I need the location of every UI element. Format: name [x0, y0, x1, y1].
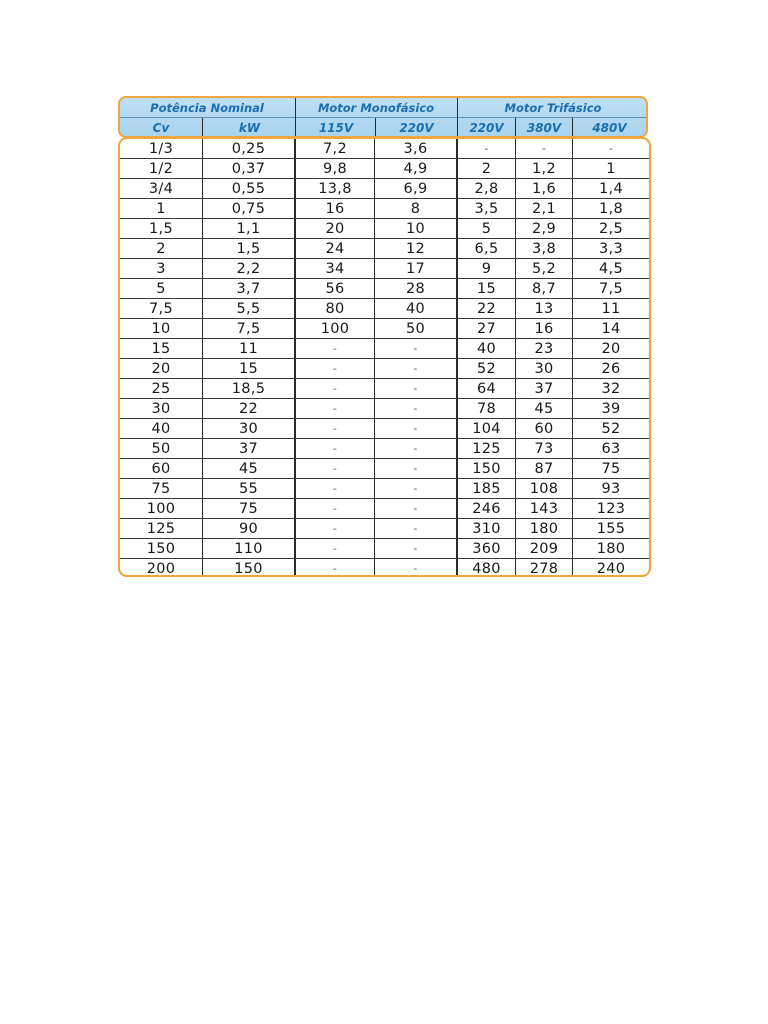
- cell-tri-480v: 52: [601, 420, 621, 437]
- cell-mono-115v: 80: [325, 300, 345, 317]
- cell-tri-380v: 45: [534, 400, 554, 417]
- cell-tri-220v: 64: [476, 380, 497, 397]
- table-row: [120, 259, 649, 279]
- cell-mono-220v: -: [413, 522, 418, 535]
- cell-mono-115v: -: [332, 402, 338, 415]
- cell-kw: 0,37: [231, 160, 266, 177]
- cell-tri-380v: 30: [534, 360, 554, 377]
- group-potencia-nominal: Potência Nominal: [150, 100, 264, 115]
- header-divider: [457, 98, 458, 138]
- cell-mono-115v: 24: [325, 240, 345, 257]
- cell-cv: 20: [151, 360, 171, 377]
- cell-mono-220v: 40: [405, 300, 426, 317]
- cell-tri-480v: 93: [601, 480, 621, 497]
- table-row: [120, 319, 649, 339]
- cell-cv: 1: [156, 200, 166, 217]
- cell-tri-480v: 63: [601, 440, 621, 457]
- cell-tri-480v: 4,5: [599, 260, 623, 277]
- cell-cv: 25: [151, 380, 171, 397]
- cell-mono-220v: -: [413, 402, 418, 415]
- cell-tri-480v: 240: [596, 560, 626, 577]
- cell-cv: 3: [156, 260, 166, 277]
- table-row: [120, 339, 649, 359]
- cell-tri-480v: 20: [601, 340, 621, 357]
- cell-mono-115v: -: [332, 562, 338, 575]
- cell-cv: 60: [151, 460, 171, 477]
- cell-tri-220v: 15: [476, 280, 497, 297]
- cell-cv: 2: [156, 240, 166, 257]
- cell-cv: 1,5: [149, 220, 173, 237]
- cell-kw: 37: [238, 440, 259, 457]
- column-header-cv: Cv: [152, 120, 170, 135]
- table-row: [120, 159, 649, 179]
- cell-mono-220v: -: [413, 382, 418, 395]
- cell-mono-115v: 20: [325, 220, 345, 237]
- cell-kw: 110: [234, 540, 263, 557]
- cell-cv: 15: [151, 340, 171, 357]
- cell-cv: 1/3: [148, 140, 174, 157]
- cell-mono-115v: -: [332, 502, 338, 515]
- group-motor-monofasico: Motor Monofásico: [317, 100, 435, 115]
- table-row: [120, 399, 649, 419]
- cell-mono-115v: -: [332, 442, 338, 455]
- cell-mono-220v: -: [413, 462, 418, 475]
- table-header: [118, 96, 648, 138]
- cell-tri-480v: 3,3: [599, 240, 623, 257]
- table-row: [120, 519, 649, 539]
- cell-kw: 1,5: [236, 240, 261, 257]
- cell-tri-480v: 75: [601, 460, 621, 477]
- cell-mono-115v: 9,8: [323, 160, 347, 177]
- cell-kw: 0,25: [231, 140, 266, 157]
- cell-kw: 18,5: [231, 380, 266, 397]
- table-row: [120, 499, 649, 519]
- header-divider: [375, 118, 376, 138]
- cell-mono-115v: -: [332, 522, 338, 535]
- cell-mono-220v: -: [413, 422, 418, 435]
- cell-tri-380v: 23: [534, 340, 554, 357]
- cell-kw: 0,55: [231, 180, 266, 197]
- cell-tri-220v: 78: [476, 400, 497, 417]
- cell-tri-220v: 2: [481, 160, 492, 177]
- cell-tri-480v: -: [608, 142, 614, 155]
- cell-tri-480v: 1,4: [599, 180, 623, 197]
- cell-tri-220v: 5: [481, 220, 492, 237]
- cell-tri-220v: 9: [481, 260, 492, 277]
- cell-tri-220v: 22: [476, 300, 497, 317]
- cell-cv: 10: [151, 320, 171, 337]
- cell-cv: 7,5: [149, 300, 173, 317]
- column-header-kw: kW: [238, 120, 261, 135]
- cell-tri-220v: 40: [476, 340, 497, 357]
- cell-mono-220v: -: [413, 342, 418, 355]
- cell-mono-220v: -: [413, 442, 418, 455]
- cell-tri-220v: 27: [476, 320, 497, 337]
- cell-cv: 75: [151, 480, 171, 497]
- cell-tri-480v: 180: [596, 540, 626, 557]
- cell-kw: 3,7: [236, 280, 261, 297]
- cell-tri-380v: 143: [529, 500, 559, 517]
- cell-mono-220v: -: [413, 362, 418, 375]
- cell-cv: 30: [151, 400, 171, 417]
- cell-mono-220v: 4,9: [403, 160, 428, 177]
- cell-tri-220v: 185: [472, 480, 501, 497]
- cell-kw: 90: [238, 520, 259, 537]
- cell-tri-480v: 1,8: [599, 200, 623, 217]
- cell-tri-380v: 1,6: [532, 180, 556, 197]
- cell-cv: 100: [146, 500, 176, 517]
- cell-mono-115v: 16: [325, 200, 345, 217]
- column-header-mono-220v: 220V: [399, 120, 434, 135]
- header-divider: [295, 98, 296, 138]
- cell-tri-220v: 3,5: [474, 200, 499, 217]
- table-row: [120, 439, 649, 459]
- column-header-mono-115v: 115V: [318, 120, 354, 135]
- cell-mono-115v: -: [332, 482, 338, 495]
- cell-kw: 30: [238, 420, 259, 437]
- cell-mono-220v: 17: [405, 260, 426, 277]
- cell-tri-480v: 39: [601, 400, 621, 417]
- cell-tri-380v: 5,2: [532, 260, 556, 277]
- cell-cv: 40: [151, 420, 171, 437]
- cell-tri-380v: 60: [534, 420, 554, 437]
- cell-mono-220v: 6,9: [403, 180, 428, 197]
- cell-tri-480v: 26: [601, 360, 621, 377]
- cell-cv: 50: [151, 440, 171, 457]
- table-row: [120, 299, 649, 319]
- table-row: [120, 379, 649, 399]
- cell-mono-115v: 100: [320, 320, 350, 337]
- cell-kw: 0,75: [231, 200, 266, 217]
- column-header-tri-480v: 480V: [592, 120, 627, 135]
- cell-mono-220v: 10: [405, 220, 426, 237]
- cell-tri-380v: 73: [534, 440, 554, 457]
- cell-tri-220v: 310: [472, 520, 501, 537]
- cell-tri-480v: 7,5: [599, 280, 623, 297]
- cell-kw: 15: [238, 360, 259, 377]
- cell-tri-380v: 87: [534, 460, 554, 477]
- cell-mono-220v: -: [413, 562, 418, 575]
- table-row: [120, 419, 649, 439]
- cell-cv: 125: [146, 520, 176, 537]
- cell-mono-220v: 8: [410, 200, 421, 217]
- cell-mono-220v: -: [413, 502, 418, 515]
- cell-tri-480v: 123: [596, 500, 626, 517]
- cell-tri-480v: 155: [596, 520, 626, 537]
- cell-tri-380v: 1,2: [532, 160, 556, 177]
- cell-kw: 45: [238, 460, 259, 477]
- header-divider: [202, 118, 203, 138]
- cell-mono-220v: 3,6: [403, 140, 428, 157]
- group-motor-trifasico: Motor Trifásico: [504, 100, 602, 115]
- cell-tri-380v: -: [541, 142, 547, 155]
- table-body: [118, 137, 651, 577]
- cell-mono-220v: 50: [405, 320, 426, 337]
- cell-tri-380v: 108: [529, 480, 559, 497]
- cell-kw: 1,1: [236, 220, 261, 237]
- cell-tri-380v: 3,8: [532, 240, 556, 257]
- cell-tri-480v: 1: [606, 160, 616, 177]
- cell-mono-115v: -: [332, 422, 338, 435]
- cell-tri-480v: 14: [601, 320, 621, 337]
- cell-kw: 5,5: [236, 300, 261, 317]
- cell-mono-220v: -: [413, 542, 418, 555]
- cell-mono-115v: 7,2: [323, 140, 347, 157]
- cell-tri-380v: 278: [529, 560, 559, 577]
- cell-tri-220v: 125: [472, 440, 501, 457]
- cell-tri-220v: 104: [472, 420, 501, 437]
- cell-mono-220v: -: [413, 482, 418, 495]
- cell-kw: 75: [238, 500, 259, 517]
- cell-tri-220v: -: [484, 142, 489, 155]
- cell-tri-380v: 180: [529, 520, 559, 537]
- cell-mono-220v: 28: [405, 280, 426, 297]
- cell-cv: 3/4: [148, 180, 174, 197]
- cell-tri-220v: 246: [472, 500, 501, 517]
- cell-cv: 1/2: [148, 160, 174, 177]
- cell-tri-380v: 2,9: [532, 220, 556, 237]
- table-row: [120, 559, 649, 577]
- cell-tri-220v: 52: [476, 360, 497, 377]
- cell-tri-480v: 32: [601, 380, 621, 397]
- cell-tri-480v: 11: [601, 300, 621, 317]
- table-row: [120, 479, 649, 499]
- table-row: [120, 199, 649, 219]
- cell-cv: 200: [146, 560, 176, 577]
- column-header-tri-220v: 220V: [469, 120, 504, 135]
- table-row: [120, 179, 649, 199]
- cell-mono-115v: -: [332, 342, 338, 355]
- table-row: [120, 219, 649, 239]
- cell-tri-220v: 150: [472, 460, 501, 477]
- cell-kw: 22: [238, 400, 259, 417]
- cell-mono-115v: 34: [325, 260, 345, 277]
- cell-kw: 11: [238, 340, 259, 357]
- cell-tri-380v: 13: [534, 300, 554, 317]
- cell-tri-380v: 2,1: [532, 200, 556, 217]
- cell-kw: 55: [238, 480, 259, 497]
- cell-tri-220v: 6,5: [474, 240, 499, 257]
- column-header-tri-380v: 380V: [526, 120, 562, 135]
- table-row: [120, 239, 649, 259]
- cell-kw: 2,2: [236, 260, 261, 277]
- cell-tri-380v: 8,7: [532, 280, 556, 297]
- cell-kw: 150: [234, 560, 263, 577]
- cell-tri-220v: 360: [472, 540, 501, 557]
- table-row: [120, 539, 649, 559]
- header-divider: [515, 118, 516, 138]
- cell-kw: 7,5: [236, 320, 261, 337]
- cell-cv: 150: [146, 540, 176, 557]
- cell-tri-220v: 2,8: [474, 180, 499, 197]
- table-row: [120, 459, 649, 479]
- cell-cv: 5: [156, 280, 166, 297]
- table-row: [120, 139, 649, 159]
- table-row: [120, 279, 649, 299]
- cell-tri-220v: 480: [472, 560, 501, 577]
- cell-mono-115v: -: [332, 362, 338, 375]
- cell-mono-115v: 13,8: [318, 180, 352, 197]
- header-divider: [572, 118, 573, 138]
- table-row: [120, 359, 649, 379]
- cell-mono-115v: -: [332, 382, 338, 395]
- cell-mono-115v: -: [332, 542, 338, 555]
- cell-mono-115v: 56: [325, 280, 345, 297]
- cell-tri-380v: 209: [529, 540, 559, 557]
- cell-mono-115v: -: [332, 462, 338, 475]
- cell-tri-380v: 16: [534, 320, 554, 337]
- cell-tri-480v: 2,5: [599, 220, 623, 237]
- cell-tri-380v: 37: [534, 380, 554, 397]
- cell-mono-220v: 12: [405, 240, 426, 257]
